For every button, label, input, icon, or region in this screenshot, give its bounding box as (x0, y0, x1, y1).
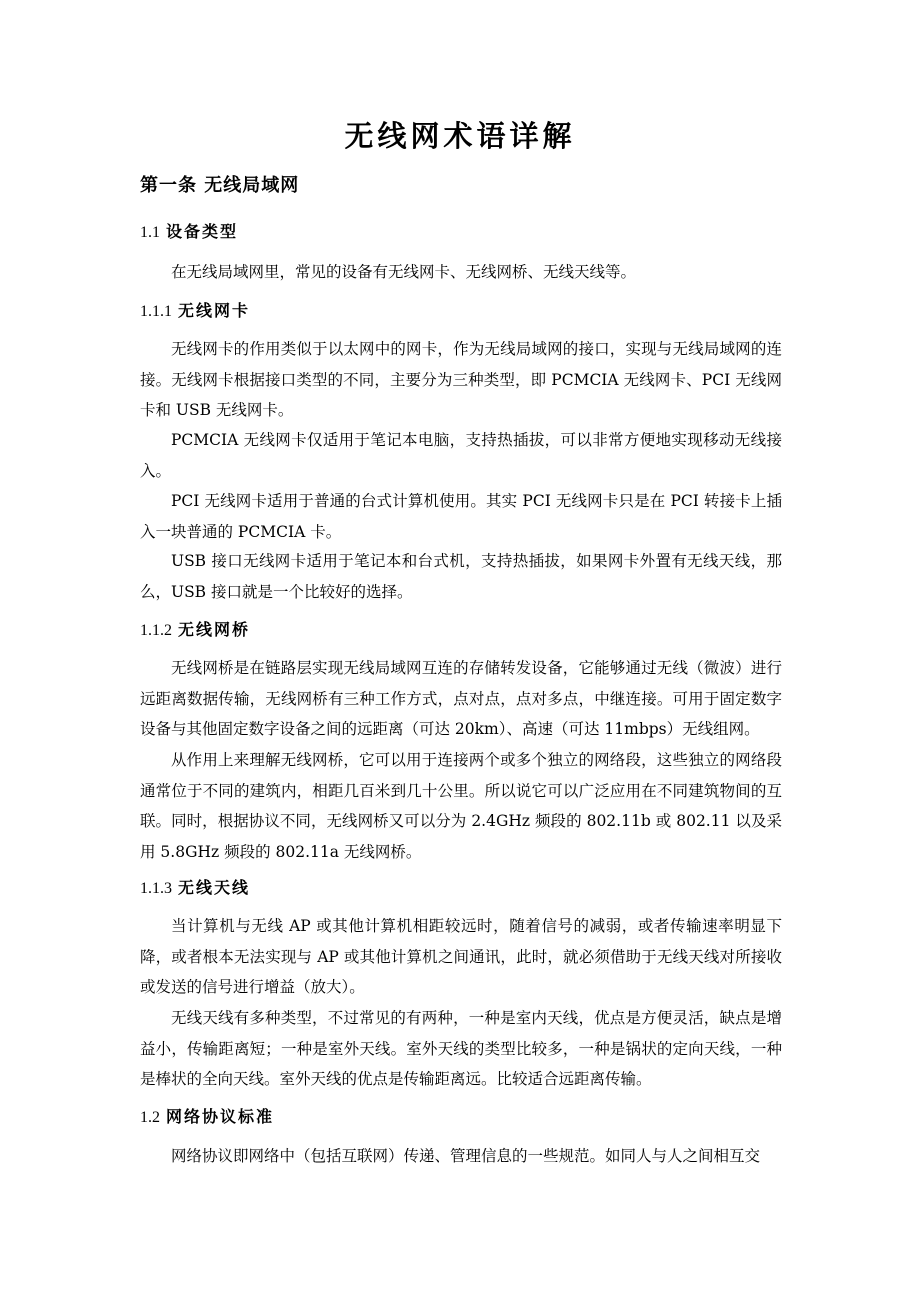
document-title: 无线网术语详解 (344, 119, 576, 153)
section-number: 1.2 (140, 1109, 160, 1126)
section-heading-1-1-3 (140, 875, 250, 902)
section-number: 1.1 (140, 224, 160, 241)
paragraph-usb: USB 接口无线网卡适用于笔记本和台式机，支持热插拔，如果网卡外置有无线天线，那么，USB 接口就是一个比较好的选择。 (140, 552, 782, 601)
section-title: 无线天线 (178, 878, 251, 897)
paragraph-wireless-bridge: 无线网桥是在链路层实现无线局域网互连的存储转发设备，它能够通过无线（微波）进行远距离数据传输，无线网桥有三种工作方式，点对点，点对多点，中继连接。可用于固定数字设备与其他固定数字设备之间的远距离（可达 20km）、高速（可达 11mbps）无线组网。 (140, 659, 782, 738)
paragraph-pcmcia: PCMCIA 无线网卡仅适用于笔记本电脑，支持热插拔，可以非常方便地实现移动无线接入。 (140, 431, 782, 480)
section-number: 1.1.1 (140, 303, 172, 320)
section-title: 网络协议标准 (166, 1107, 275, 1126)
section-number: 1.1.2 (140, 622, 172, 639)
paragraph-device-types: 在无线局域网里，常见的设备有无线网卡、无线网桥、无线天线等。 (171, 263, 637, 281)
section-heading-1-1 (140, 219, 238, 246)
chapter-heading: 第一条 无线局域网 (140, 175, 300, 196)
section-heading-1-2 (140, 1104, 274, 1131)
paragraph-bridge-usage: 从作用上来理解无线网桥，它可以用于连接两个或多个独立的网络段，这些独立的网络段通常位于不同的建筑内，相距几百米到几十公里。所以说它可以广泛应用在不同建筑物间的互联。同时，根据协议不同，无线网桥又可以分为 2.4GHz 频段的 802.11b 或 802.11 以及采用 5.8GHz 频段的 802.11a 无线网桥。 (140, 751, 782, 861)
paragraph-wireless-nic: 无线网卡的作用类似于以太网中的网卡，作为无线局域网的接口，实现与无线局域网的连接。无线网卡根据接口类型的不同，主要分为三种类型，即 PCMCIA 无线网卡、PCI 无线网卡和 USB 无线网卡。 (140, 340, 782, 419)
paragraph-network-protocol: 网络协议即网络中（包括互联网）传递、管理信息的一些规范。如同人与人之间相互交 (171, 1147, 761, 1165)
section-heading-1-1-2 (140, 617, 250, 644)
paragraph-pci: PCI 无线网卡适用于普通的台式计算机使用。其实 PCI 无线网卡只是在 PCI 转接卡上插入一块普通的 PCMCIA 卡。 (140, 492, 782, 541)
section-title: 设备类型 (166, 222, 239, 241)
section-title: 无线网桥 (178, 620, 251, 639)
paragraph-antenna-types: 无线天线有多种类型，不过常见的有两种，一种是室内天线，优点是方便灵活，缺点是增益小，传输距离短；一种是室外天线。室外天线的类型比较多，一种是锅状的定向天线，一种是棒状的全向天线。室外天线的优点是传输距离远。比较适合远距离传输。 (140, 1009, 782, 1088)
section-number: 1.1.3 (140, 880, 172, 897)
paragraph-wireless-antenna: 当计算机与无线 AP 或其他计算机相距较远时，随着信号的减弱，或者传输速率明显下降，或者根本无法实现与 AP 或其他计算机之间通讯，此时，就必须借助于无线天线对所接收或发送的信号进行增益（放大）。 (140, 917, 782, 996)
section-heading-1-1-1 (140, 298, 250, 325)
section-title: 无线网卡 (178, 301, 251, 320)
